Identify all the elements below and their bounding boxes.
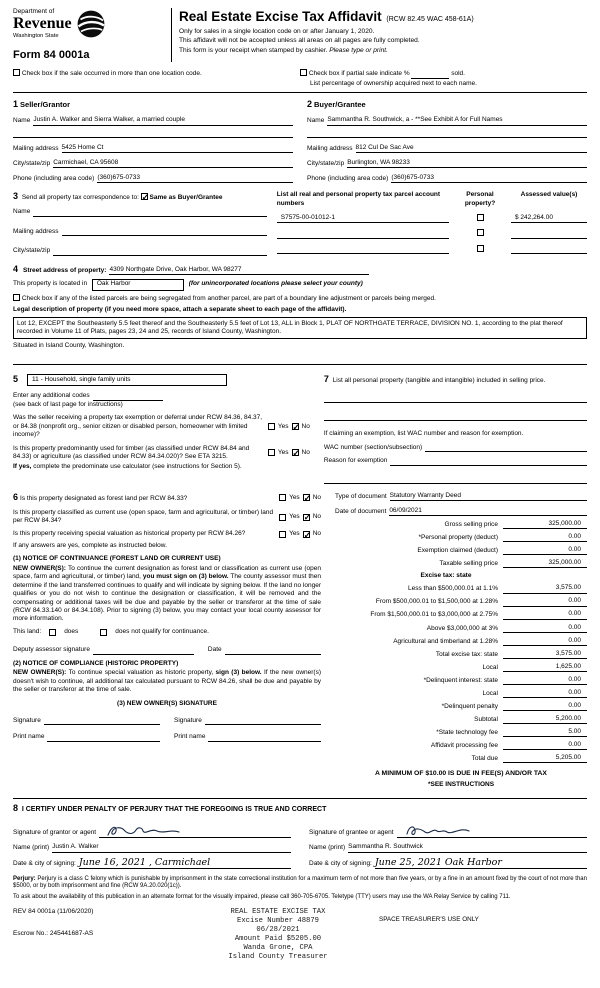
agency-state-label: Washington State: [13, 33, 59, 40]
excise-tax-state-header: Excise tax: state: [420, 572, 472, 580]
current-use-question: Is this property classified as current use (open space, farm and agricultural, or timber) land per RCW 84.34?: [13, 508, 274, 525]
header-note-1: Only for sales in a single location code on or after January 1, 2020.: [179, 27, 375, 35]
if-yes-note: complete the predominate use calculator (see instructions for Section 5).: [33, 463, 242, 471]
designation-and-tax: [13, 492, 587, 790]
seller-phone-field[interactable]: (360)675-0733: [97, 174, 293, 183]
correspondence-mailing-field[interactable]: [62, 229, 267, 236]
exemption-deferral-question: Was the seller receiving a property tax exemption or deferral under RCW 84.36, 84.37, or 84.38 (nonprofit org., senior citizen or disabled person, homeowner with limited income)?: [13, 414, 263, 439]
section-3-number: 3: [13, 191, 19, 202]
does-label: does: [64, 627, 79, 635]
deputy-assessor-signature-field[interactable]: [93, 648, 194, 655]
perjury-certification-statement: I CERTIFY UNDER PENALTY OF PERJURY THAT THE FOREGOING IS TRUE AND CORRECT: [21, 805, 327, 813]
buyer-name-field[interactable]: Sammantha R. Southwick, a - **See Exhibit A for Full Names: [327, 116, 587, 125]
seller-csz-label: City/state/zip: [13, 159, 51, 167]
legal-description-box[interactable]: Lot 12, EXCEPT the Southeasterly 5.5 feet thereof and the Southeasterly 5.5 feet of Lot 13, ALL in Block 1, PLAT OF NORTHGATE TERRACE, DIVISION NO. 1, according to the plat thereof recorded in Volume 11 of Plats, pages 23, 24 and 25, records of Island County, Washington.: [13, 317, 587, 340]
personal-property-section: [324, 374, 587, 484]
street-address-label: Street address of property:: [23, 266, 107, 274]
gross-selling-price-field[interactable]: 325,000.00: [503, 520, 587, 529]
buyer-name-extra-field[interactable]: [307, 131, 587, 138]
escrow-label: Escrow No.:: [13, 930, 49, 938]
no-label: No: [312, 512, 321, 520]
seller-name-field[interactable]: Justin A. Walker and Sierra Walker, a married couple: [33, 116, 293, 125]
fin-label: Taxable selling price: [439, 559, 498, 567]
new-owner-signature-label: Signature: [13, 716, 41, 724]
fin-label: From $500,000.01 to $1,500,000 at 1.28%: [375, 598, 498, 606]
yes-label: Yes: [277, 448, 289, 456]
fin-label: *State technology fee: [436, 728, 498, 736]
fin-label: Above $3,000,000 at 3%: [426, 624, 498, 632]
fin-label: Total due: [471, 754, 498, 762]
excise-tax-computation: [335, 492, 587, 790]
grantor-signature-label: Signature of grantor or agent: [13, 829, 97, 837]
does-not-qualify-checkbox[interactable]: [100, 629, 107, 636]
does-not-label: does not qualify for continuance.: [115, 627, 209, 635]
forest-land-question: Is this property designated as forest land per RCW 84.33?: [20, 494, 188, 502]
parcel-table: [277, 191, 587, 256]
buyer-phone-field[interactable]: (360)675-0733: [391, 174, 587, 183]
document-type-field[interactable]: Statutory Warranty Deed: [390, 492, 587, 501]
tier2-tax-field[interactable]: 0.00: [503, 597, 587, 606]
grantor-signature-field[interactable]: [99, 824, 291, 838]
stamp-date: 06/28/2021: [256, 926, 300, 935]
land-use-code-select[interactable]: 11 - Household, single family units: [27, 374, 227, 386]
fin-label: From $1,500,000.01 to $3,000,000 at 2.75%: [370, 611, 498, 619]
page-title: Real Estate Excise Tax Affidavit: [179, 9, 382, 24]
s6-q2-no-checkbox[interactable]: [303, 514, 310, 521]
grantor-date-city-field[interactable]: June 16, 2021 , Carmichael: [79, 858, 291, 869]
tier4-tax-field[interactable]: 0.00: [503, 624, 587, 633]
escrow-value: 245441687-AS: [49, 930, 94, 938]
personal-property-field-2[interactable]: [324, 412, 587, 421]
treasurer-use-only-note: SPACE TREASURER'S USE ONLY: [379, 916, 479, 924]
fin-label: Less than $500,000.01 at 1.1%: [408, 585, 498, 593]
notice-continuance-text: NEW OWNER(S): To continue the current designation as forest land or classification as current use (open space, farm and agricultural, or timber) land, you must sign on (3) below. The county assessor must then determine if the land transferred continues to qualify and will indicate by signing below. If the land no longer qualifies or you do not wish to continue the designation or classification, it will be removed and the compensating or additional taxes will be due and payable by the seller or transferor at the time of sale (RCW 84.33.140 or 84.34.108). Prior to signing (3) below, you may contact your local county assessor for more information.: [13, 564, 321, 623]
correspondence-name-field[interactable]: [33, 210, 266, 217]
segregated-parcels-label: Check box if any of the listed parcels are being segregated from another parcel, are part of a boundary line adjustment or parcels being merged.: [21, 294, 436, 302]
does-qualify-checkbox[interactable]: [49, 629, 56, 636]
fin-label: Agricultural and timberland at 1.28%: [393, 637, 498, 645]
seller-grantor-block: [13, 99, 293, 183]
s6-q3-no-checkbox[interactable]: [303, 531, 310, 538]
land-use-section: [13, 374, 310, 484]
additional-codes-note: (see back of last page for instructions): [13, 400, 123, 408]
agricultural-timberland-field[interactable]: 0.00: [503, 637, 587, 646]
taxable-selling-price-field[interactable]: 325,000.00: [503, 559, 587, 568]
fin-label: Affidavit processing fee: [430, 741, 498, 749]
stamp-amount-paid: Amount Paid $5205.00: [234, 935, 322, 944]
stamp-title: REAL ESTATE EXCISE TAX: [230, 908, 326, 917]
parcel-number-field[interactable]: [277, 231, 449, 239]
tier1-tax-field[interactable]: 3,575.00: [503, 584, 587, 593]
yes-label: Yes: [289, 512, 300, 520]
title-rcw-ref: (RCW 82.45 WAC 458-61A): [386, 16, 474, 23]
no-label: No: [301, 448, 310, 456]
subtotal-field[interactable]: 5,200.00: [503, 715, 587, 724]
additional-codes-field[interactable]: [93, 394, 163, 401]
yes-label: Yes: [289, 530, 300, 538]
type-or-print-note: Please type or print.: [329, 46, 388, 54]
accessibility-note: To ask about the availability of this publication in an alternate format for the visually impaired, please call 360-705-6705. Teletype (TTY) users may use the WA Relay Service by calling 711.: [13, 894, 511, 901]
affidavit-processing-fee-field[interactable]: 0.00: [503, 741, 587, 750]
grantor-print-name-label: Name (print): [13, 844, 50, 852]
personal-property-header: Personal property?: [464, 191, 496, 207]
delinquent-interest-local-field[interactable]: 0.00: [503, 689, 587, 698]
multi-location-checkbox[interactable]: [13, 69, 20, 76]
s5-q2-yes-checkbox[interactable]: [268, 449, 275, 456]
grantee-signature-label: Signature of grantee or agent: [309, 829, 394, 837]
total-excise-state-field[interactable]: 3,575.00: [503, 650, 587, 659]
fin-label: Subtotal: [474, 715, 498, 723]
no-label: No: [312, 493, 321, 501]
header-note-3: This form is your receipt when stamped by cashier. Please type or print.: [179, 46, 388, 54]
section-2-number: 2: [307, 99, 313, 110]
yes-label: Yes: [289, 493, 300, 501]
buyer-csz-label: City/state/zip: [307, 159, 345, 167]
land-designation-section: [13, 492, 321, 790]
buyer-csz-field[interactable]: Burlington, WA 98233: [347, 159, 587, 168]
new-owner-print-label: Print name: [174, 733, 206, 741]
grantee-date-city-label: Date & city of signing:: [309, 860, 372, 868]
grantor-signature-block: [13, 818, 291, 868]
ownership-note: List percentage of ownership acquired next to each name.: [310, 79, 477, 87]
correspondence-name-label: Name: [13, 208, 31, 216]
state-technology-fee-field[interactable]: 5.00: [503, 728, 587, 737]
segregated-parcels-checkbox[interactable]: [13, 294, 20, 301]
form-number: Form 84 0001a: [13, 48, 90, 61]
correspondence-mailing-label: Mailing address: [13, 227, 59, 235]
fin-label: *Delinquent interest: state: [423, 676, 498, 684]
partial-sale-suffix: sold.: [451, 70, 465, 78]
certification-section: [13, 798, 587, 869]
s5-q1-no-checkbox[interactable]: [292, 423, 299, 430]
perjury-statement: Perjury: Perjury is a class C felony which is punishable by imprisonment in the state correctional institution for a maximum term of not more than five years, or by a fine in an amount fixed by the court of not more than $5000, or by both imprisonment and fine (RCW 9A.20.020(1c)).: [13, 875, 587, 890]
personal-property-checkbox[interactable]: [477, 214, 484, 221]
unincorporated-note: (for unincorporated locations please select your county): [188, 280, 363, 288]
top-checkbox-row: [13, 69, 587, 88]
property-location-section: [13, 264, 587, 365]
situated-line: Situated in Island County, Washington.: [13, 342, 125, 350]
agency-block: [13, 8, 171, 62]
personal-property-checkbox[interactable]: [477, 245, 484, 252]
grantee-signature-block: [309, 818, 587, 868]
fin-label: *Delinquent penalty: [441, 702, 498, 710]
correspondence-intro: Send all property tax correspondence to:: [21, 194, 139, 202]
located-in-select[interactable]: Oak Harbor: [92, 279, 184, 290]
s6-q2-yes-checkbox[interactable]: [279, 514, 286, 521]
s5-q2-no-checkbox[interactable]: [292, 449, 299, 456]
exemption-reason-label: Reason for exemption: [323, 457, 388, 465]
s5-q1-yes-checkbox[interactable]: [268, 423, 275, 430]
located-in-label: This property is located in: [13, 280, 88, 288]
s6-q3-yes-checkbox[interactable]: [279, 531, 286, 538]
parcel-row: [277, 245, 587, 254]
correspondence-csz-label: City/state/zip: [13, 247, 51, 255]
legal-description-label: Legal description of property (if you need more space, attach a separate sheet to each page of the affidavit).: [13, 306, 347, 314]
historic-property-question: Is this property receiving special valuation as historical property per RCW 84.26?: [13, 530, 246, 538]
seller-csz-field[interactable]: Carmichael, CA 95608: [53, 159, 293, 168]
grantor-signature-icon: [105, 823, 183, 839]
section-1-title: Seller/Grantor: [20, 100, 71, 110]
seller-phone-label: Phone (including area code): [13, 174, 95, 182]
title-block: [171, 8, 587, 62]
parcel-row: [277, 229, 587, 238]
parcel-row: [277, 214, 587, 223]
buyer-grantee-block: [307, 99, 587, 183]
assessed-value-field[interactable]: [511, 246, 587, 254]
legal-extra-field[interactable]: [13, 356, 587, 365]
treasurer-stamp: [183, 908, 373, 962]
assessed-value-header: Assessed value(s): [520, 191, 578, 199]
buyer-mailing-label: Mailing address: [307, 144, 353, 152]
no-label: No: [301, 422, 310, 430]
local-tax-field[interactable]: 1,625.00: [503, 663, 587, 672]
section-2-title: Buyer/Grantee: [314, 100, 366, 110]
grantee-date-city-field[interactable]: June 25, 2021 Oak Harbor: [375, 858, 587, 869]
fin-label: *Personal property (deduct): [418, 533, 498, 541]
seller-name-extra-field[interactable]: [13, 131, 293, 138]
notice-compliance-title: (2) NOTICE OF COMPLIANCE (HISTORIC PROPERTY): [13, 659, 179, 667]
grantor-date-city-label: Date & city of signing:: [13, 860, 76, 868]
partial-sale-percent-field[interactable]: [411, 72, 449, 79]
seller-mailing-label: Mailing address: [13, 144, 59, 152]
grantee-print-name-field[interactable]: Sammantha R. Southwick: [348, 843, 587, 852]
header-note-2: This affidavit will not be accepted unless all areas on all pages are fully completed.: [179, 37, 420, 45]
document-date-field[interactable]: 06/09/2021: [389, 507, 587, 516]
multi-location-label: Check box if the sale occurred in more than one location code.: [21, 70, 202, 78]
additional-codes-label: Enter any additional codes: [13, 392, 90, 400]
see-instructions-note: *SEE INSTRUCTIONS: [427, 781, 495, 789]
exemption-reason-field-2[interactable]: [324, 475, 587, 484]
buyer-mailing-field[interactable]: 812 Cul De Sac Ave: [356, 144, 587, 153]
exemption-reason-field[interactable]: [390, 459, 587, 466]
total-due-field[interactable]: 5,205.00: [503, 754, 587, 763]
same-as-buyer-label: Same as Buyer/Grantee: [149, 194, 223, 202]
section-4-number: 4: [13, 263, 19, 274]
new-owner-signature-field-2[interactable]: [205, 718, 321, 725]
street-address-field[interactable]: 4309 Northgate Drive, Oak Harbor, WA 98277: [109, 266, 369, 275]
delinquent-interest-state-field[interactable]: 0.00: [503, 676, 587, 685]
document-type-label: Type of document: [335, 492, 387, 500]
rev-number: REV 84 0001a (11/06/2020): [13, 908, 94, 916]
fin-label: Local: [482, 663, 498, 671]
notice-continuance-title: (1) NOTICE OF CONTINUANCE (FOREST LAND OR CURRENT USE): [13, 555, 221, 563]
exemption-claimed-field[interactable]: 0.00: [503, 546, 587, 555]
assessed-value-field[interactable]: [511, 231, 587, 239]
header-divider: [13, 92, 587, 93]
new-owner-signature-title: (3) NEW OWNER(S) SIGNATURE: [117, 700, 217, 708]
deputy-date-label: Date: [207, 646, 222, 654]
stamp-treasurer-title: Island County Treasurer: [228, 953, 328, 962]
section-5-number: 5: [13, 374, 19, 385]
personal-property-field-1[interactable]: [324, 394, 587, 403]
stamp-excise-number: Excise Number 48879: [237, 917, 319, 926]
deputy-date-field[interactable]: [225, 648, 321, 655]
timber-agriculture-question: Is this property predominantly used for timber (as classified under RCW 84.84 and 84.33) or agriculture (as classified under RCW 84.34.020)? See ETA 3215.: [13, 444, 250, 460]
s6-q1-yes-checkbox[interactable]: [279, 494, 286, 501]
correspondence-csz-field[interactable]: [53, 249, 267, 256]
agency-name: Revenue: [13, 15, 72, 33]
grantee-print-name-label: Name (print): [309, 844, 346, 852]
fin-label: Total excise tax: state: [435, 650, 498, 658]
form-header: [13, 8, 587, 62]
agency-wordmark: [13, 8, 72, 41]
personal-property-intro: List all personal property (tangible and intangible) included in selling price.: [332, 376, 546, 384]
new-owner-print-label: Print name: [13, 733, 45, 741]
parcel-number-field[interactable]: S7575-00-01012-1: [277, 214, 449, 223]
fin-label: Gross selling price: [444, 520, 498, 528]
new-owner-signature-field-1[interactable]: [44, 718, 160, 725]
page-footer: [13, 908, 587, 962]
same-as-buyer-checkbox[interactable]: [141, 193, 148, 200]
partial-sale-checkbox[interactable]: [300, 69, 307, 76]
fin-label: Local: [482, 689, 498, 697]
new-owner-signature-label: Signature: [174, 716, 202, 724]
parties-section: [13, 99, 587, 183]
if-yes-instruction: If any answers are yes, complete as instructed below.: [13, 541, 167, 549]
section-7-number: 7: [323, 373, 329, 384]
document-date-label: Date of document: [335, 507, 387, 515]
if-yes-note-lead: If yes,: [13, 463, 32, 471]
grantor-print-name-field[interactable]: Justin A. Walker: [52, 843, 291, 852]
tier3-tax-field[interactable]: 0.00: [503, 610, 587, 619]
minimum-due-note: A MINIMUM OF $10.00 IS DUE IN FEE(S) AND/OR TAX: [375, 770, 547, 778]
parcel-number-field[interactable]: [277, 246, 449, 254]
yes-label: Yes: [277, 422, 289, 430]
new-owner-print-field-1[interactable]: [47, 735, 160, 742]
no-label: No: [312, 530, 321, 538]
notice-compliance-text: NEW OWNER(S): To continue special valuation as historic property, sign (3) below. If the new owner(s) doesn't wish to continue, all additional tax calculated pursuant to RCW 84.26, shall be due and payable by the seller or transferor at the time of sale.: [13, 669, 321, 694]
wac-number-field[interactable]: [425, 445, 587, 452]
wac-number-label: WAC number (section/subsection): [323, 443, 423, 451]
tax-correspondence-section: [13, 191, 587, 256]
buyer-phone-label: Phone (including area code): [307, 174, 389, 182]
personal-property-checkbox[interactable]: [477, 229, 484, 236]
section-8-number: 8: [13, 802, 19, 813]
exemption-claim-note: If claiming an exemption, list WAC number and reason for exemption.: [323, 429, 524, 437]
parcel-numbers-header: List all real and personal property tax parcel account numbers: [276, 191, 441, 207]
this-land-label: This land:: [13, 627, 42, 635]
fin-label: Exemption claimed (deduct): [417, 546, 498, 554]
use-code-and-personal-property: [13, 374, 587, 484]
assessed-value-field[interactable]: $ 242,264.00: [511, 214, 587, 223]
personal-property-deduct-field[interactable]: 0.00: [503, 533, 587, 542]
delinquent-penalty-field[interactable]: 0.00: [503, 702, 587, 711]
grantee-signature-icon: [403, 823, 473, 839]
stamp-treasurer-name: Wanda Grone, CPA: [243, 944, 313, 953]
section-6-number: 6: [13, 491, 19, 502]
section-1-number: 1: [13, 99, 19, 110]
agency-dept-label: Department of: [13, 8, 55, 15]
seller-mailing-field[interactable]: 5425 Home Ct: [62, 144, 293, 153]
new-owner-print-field-2[interactable]: [208, 735, 321, 742]
grantee-signature-field[interactable]: [397, 824, 587, 838]
revenue-logo-icon: [76, 9, 106, 39]
partial-sale-label: Check box if partial sale indicate %: [308, 70, 410, 78]
buyer-name-label: Name: [307, 117, 325, 125]
seller-name-label: Name: [13, 117, 31, 125]
s6-q1-no-checkbox[interactable]: [303, 494, 310, 501]
deputy-assessor-label: Deputy assessor signature: [13, 646, 90, 654]
